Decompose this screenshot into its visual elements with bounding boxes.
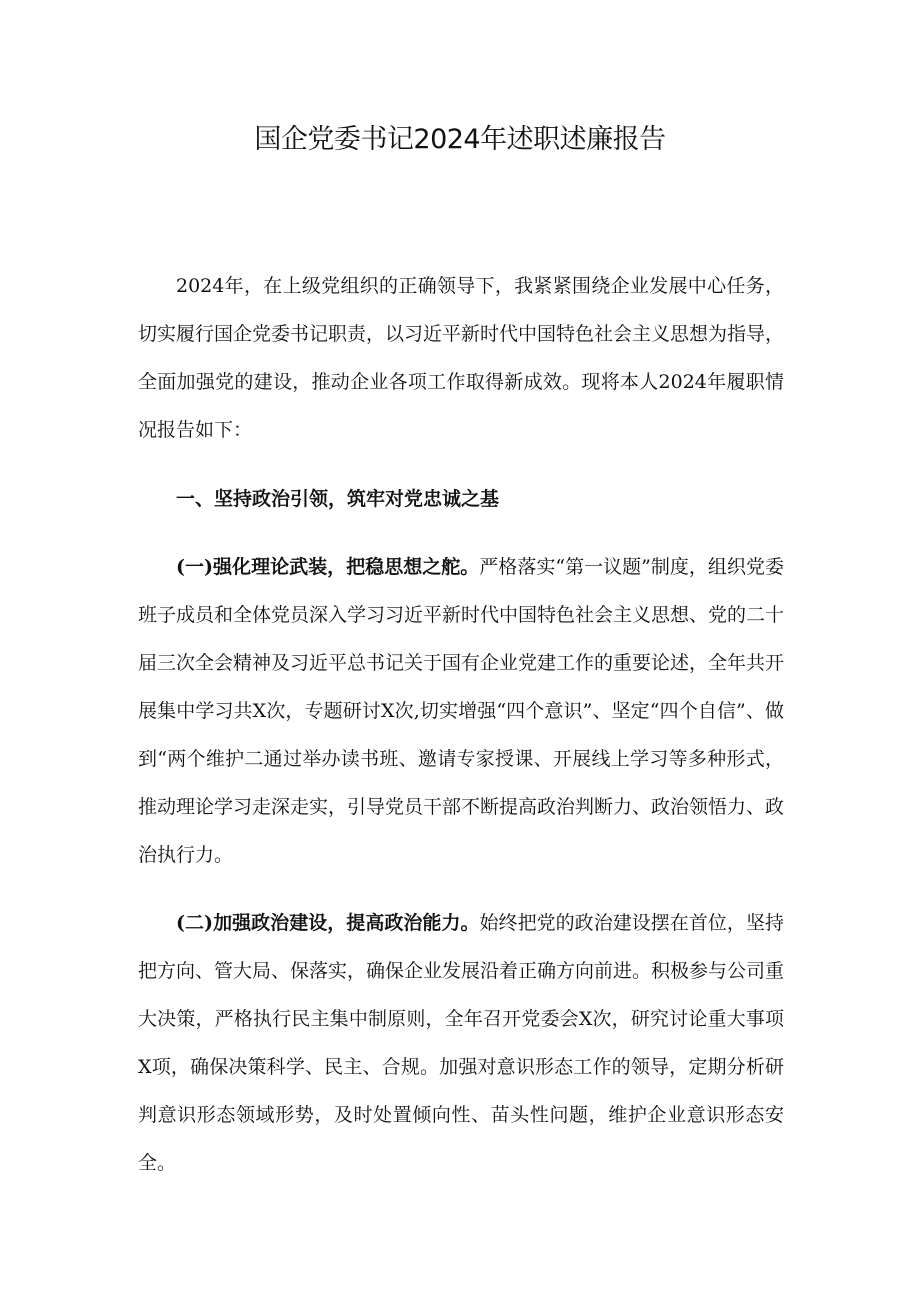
intro-text: 2024年，在上级党组织的正确领导下，我紧紧围绕企业发展中心任务，切实履行国企党委书记职责，以习近平新时代中国特色社会主义思想为指导，全面加强党的建设，推动企业各项工作取得新成效。现将本人2024年履职情况报告如下： xyxy=(138,275,785,441)
subsection-2-body: 始终把党的政治建设摆在首位，坚持把方向、管大局、保落实，确保企业发展沿着正确方向前进。积极参与公司重大决策，严格执行民主集中制原则，全年召开党委会X次，研究讨论重大事项X项，确保决策科学、民主、合规。加强对意识形态工作的领导，定期分析研判意识形态领域形势，及时处置倾向性、苗头性问题，维护企业意识形态安全。 xyxy=(138,912,785,1174)
subsection-1-body: 严格落实“第一议题”制度，组织党委班子成员和全体党员深入学习习近平新时代中国特色社会主义思想、党的二十届三次全会精神及习近平总书记关于国有企业党建工作的重要论述，全年共开展集中学习共X次，专题研讨X次,切实增强“四个意识”、坚定“四个自信”、做到“两个维护二通过举办读书班、邀请专家授课、开展线上学习等多种形式，推动理论学习走深走实，引导党员干部不断提高政治判断力、政治领悟力、政治执行力。 xyxy=(138,556,785,866)
subsection-2-paragraph xyxy=(138,899,784,1187)
document-title: 国企党委书记2024年述职述廉报告 xyxy=(254,124,666,155)
subsection-2-lead: (二)加强政治建设，提高政治能力。 xyxy=(176,912,480,934)
subsection-1-paragraph xyxy=(138,543,784,879)
intro-paragraph xyxy=(138,262,784,454)
subsection-1-lead: (一)强化理论武装，把稳思想之舵。 xyxy=(176,556,480,578)
section-1-heading: 一、坚持政治引领，筑牢对党忠诚之基 xyxy=(176,488,500,510)
